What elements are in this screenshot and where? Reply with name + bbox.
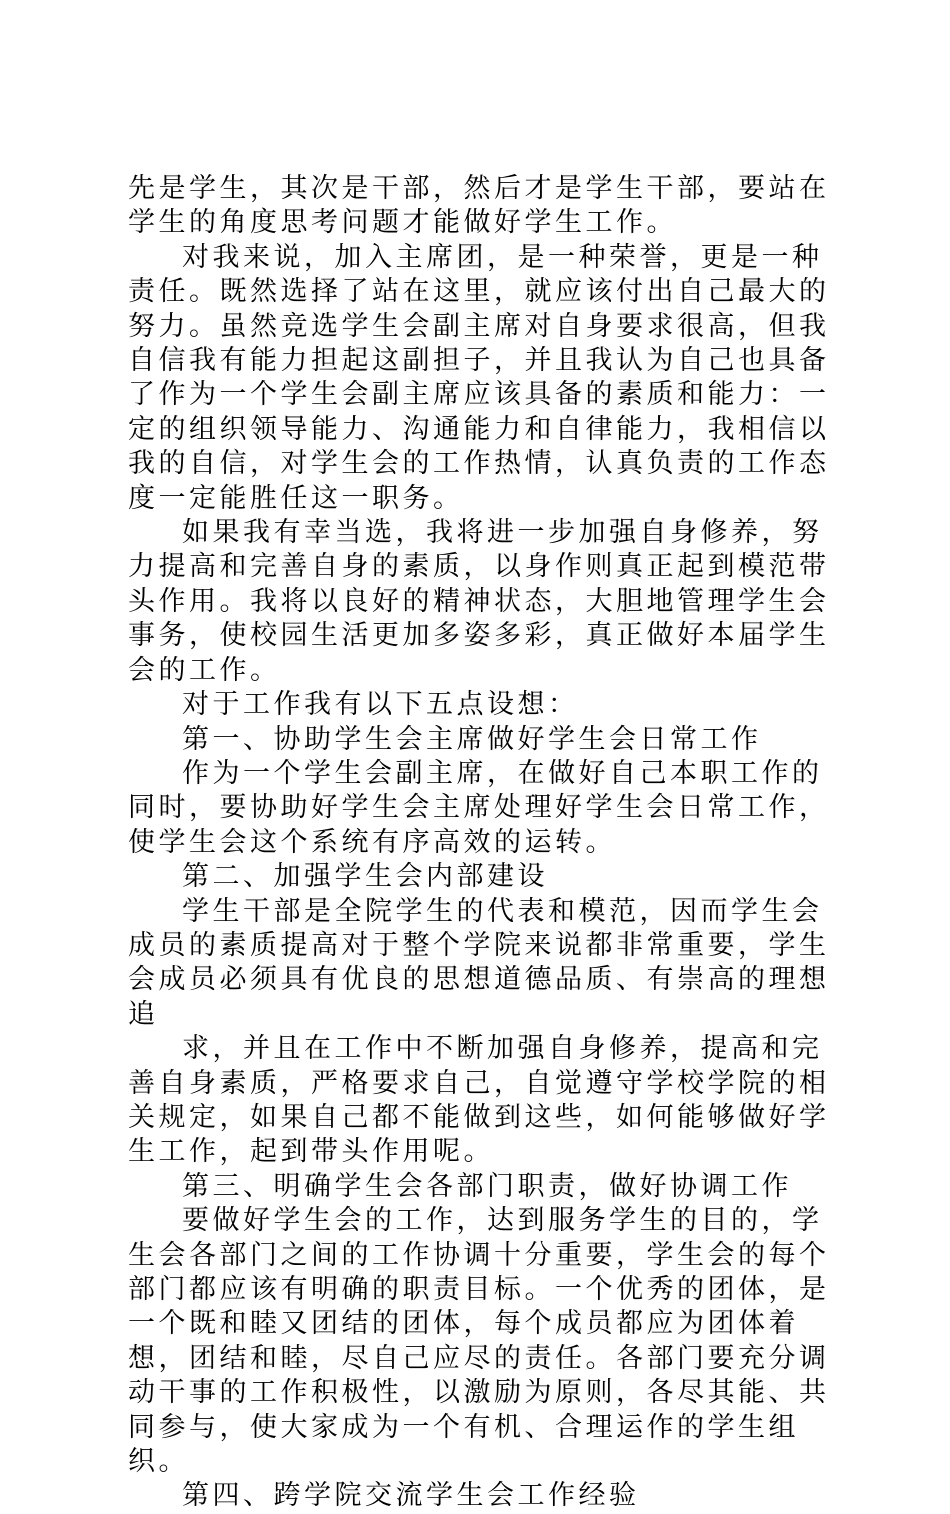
paragraph-6: 学生干部是全院学生的代表和模范，因而学生会成员的素质提高对于整个学院来说都非常重要，学生会成员必须具有优良的思想道德品质、有崇高的理想追 [128,895,830,1030]
document-body [128,172,844,1514]
section-heading-3: 第三、明确学生会各部门职责，做好协调工作 [182,1170,792,1202]
section-heading-4: 第四、跨学院交流学生会工作经验 [182,1480,640,1512]
section-heading-2: 第二、加强学生会内部建设 [182,861,548,893]
paragraph-2: 对我来说，加入主席团，是一种荣誉，更是一种责任。既然选择了站在这里，就应该付出自己最大的努力。虽然竞选学生会副主席对自身要求很高，但我自信我有能力担起这副担子，并且我认为自己也具备了作为一个学生会副主席应该具备的素质和能力：一定的组织领导能力、沟通能力和自律能力，我相信以我的自信，对学生会的工作热情，认真负责的工作态度一定能胜任这一职务。 [128,241,830,514]
paragraph-3: 如果我有幸当选，我将进一步加强自身修养，努力提高和完善自身的素质，以身作则真正起到模范带头作用。我将以良好的精神状态，大胆地管理学生会事务，使校园生活更加多姿多彩，真正做好本届学生会的工作。 [128,517,830,686]
paragraph-8: 要做好学生会的工作，达到服务学生的目的，学生会各部门之间的工作协调十分重要，学生会的每个部门都应该有明确的职责目标。一个优秀的团体，是一个既和睦又团结的团体，每个成员都应为团体着想，团结和睦，尽自己应尽的责任。各部门要充分调动干事的工作积极性，以激励为原则，各尽其能、共同参与，使大家成为一个有机、合理运作的学生组织。 [128,1205,830,1478]
paragraph-4: 对于工作我有以下五点设想： [182,689,579,721]
paragraph-1: 先是学生，其次是干部，然后才是学生干部，要站在学生的角度思考问题才能做好学生工作。 [128,173,830,239]
paragraph-7: 求，并且在工作中不断加强自身修养，提高和完善自身素质，严格要求自己，自觉遵守学校学院的相关规定，如果自己都不能做到这些，如何能够做好学生工作，起到带头作用呢。 [128,1033,830,1168]
section-heading-1: 第一、协助学生会主席做好学生会日常工作 [182,723,762,755]
paragraph-5: 作为一个学生会副主席，在做好自己本职工作的同时，要协助好学生会主席处理好学生会日常工作，使学生会这个系统有序高效的运转。 [128,757,830,858]
